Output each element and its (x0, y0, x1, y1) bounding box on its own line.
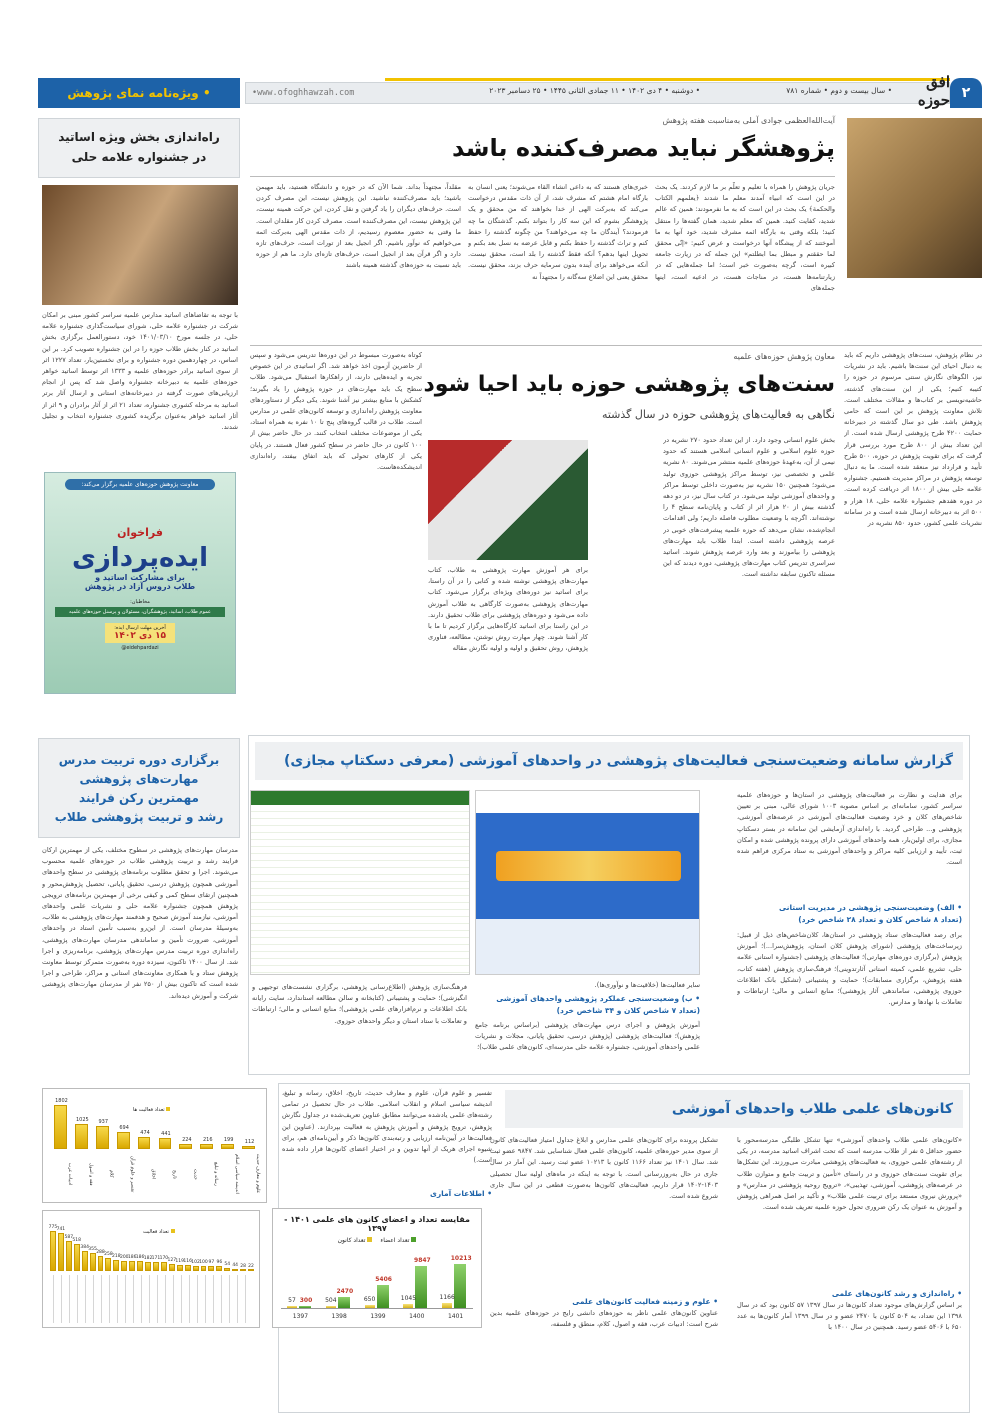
activity-count-bar (232, 1269, 238, 1271)
chart-plot-area: 57 300 504 2470 650 5406 1045 9847 1166 10213 (281, 1249, 473, 1309)
kanoon-bullet1: • راه‌اندازی و رشد کانون‌های علمی (831, 1289, 962, 1298)
sidebar-bottom-title-line: مهارت‌های پژوهشی (79, 772, 199, 786)
activity-count-bar (153, 1262, 159, 1271)
article2-photo (428, 440, 588, 560)
chart-x-axis: 1397 1398 1399 1400 1401 (292, 1313, 464, 1320)
chart3-x-labels (49, 1275, 253, 1323)
activity-count-bar (208, 1266, 214, 1271)
activity-bar (179, 1144, 192, 1149)
report-col3-body: فرهنگ‌سازی پژوهش (اطلاع‌رسانی پژوهشی، برگزاری نشست‌های توجیهی و انگیزشی)؛ حمایت و پشتیبانی (کتابخانه و سالن مطالعه استاندارد، سایت رایانه بانک اطلاعات و نرم‌افزارهای علمی پژوهشی)؛ منابع انسانی و مالی؛ ارتباطات و تعاملات با ستاد استان و دیگر واحدهای حوزوی. (252, 983, 467, 1025)
activity-count-bar (105, 1258, 111, 1271)
activity-count-bar (185, 1265, 191, 1271)
article2-title: سنت‌های پژوهشی حوزه باید احیا شود (423, 372, 835, 397)
article1-title: پژوهشگر نباید مصرف‌کننده باشد (452, 134, 835, 162)
kanoon-title: کانون‌های علمی طلاب واحدهای آموزشی (671, 1101, 953, 1117)
activity-bar (96, 1126, 109, 1149)
article1-col2: خبری‌های هستند که به داعی انشاء القاء می‌شوند؛ یعنی انسان به بارگاه امام هشتم که مشرف شد، از آن ذات مقدس درخواست می‌کند که به‌برکت الهی از خدا بخواهند که من محقق و یک پژوهشگر بشوم که این سه کار را بتواند بکنم. گذشتگان ما چه فرمودند؟ آیندگان ما چه می‌خواهند؟ من چگونه گذشته را حفظ کنم و تراث گذشته را حفظ بکنم و قابل عرضه به نسل بعد بکنم و تحویل اینها بدهم؟ آنکه فقط گذشته را بلد است، محقق نیست. آنکه می‌خواهد برای آینده بدون سرمایه حرف بزند، محقق نیست. محقق یعنی این اضلاع سه‌گانه را مجتهداً نه (468, 183, 648, 281)
chart2-legend: تعداد فعالیت ها (133, 1107, 170, 1113)
article2-caption: برای هر آموزش مهارت پژوهشی به طلاب، کتاب مهارت‌های پژوهشی نوشته شده و کتابی را در آن راستا، برای اساتید نیز دوره‌های ویژه‌ای برگزار می‌شود. کتاب مهارت‌های پژوهشی به‌صورت کارگاهی به طلاب آموزش داده می‌شود و دوره‌های پژوهشی برای طلاب تحقیق دارند. در این راستا برای اساتید کارگاه‌هایی برگزار کردیم تا ما با کار آشنا شوند. چهار مهارت روش نوشتن، مطالعه، فناوری پژوهش، روش تحقیق و اولیه و اولیه نگارش مقاله (428, 566, 588, 653)
article1-col1: جریان پژوهش را همراه با تعلیم و تعلّم بر ما لازم کردند. یک بحث در این است که انبیاء آمدند معلم ما شدند ﴿یعلمهم الکتاب والحکمة﴾ یک بحث در این است که به ما نفرمودند: همین که عالم شدید، کفایت کنید. همین که معلم شدید، همان گفته‌ها را منتقل کنید؛ بلکه وقتی به بارگاه ائمه مشرف شدید، خود آنها به ما آموختند که از پیشگاه آنها درخواست و عرض کنیم: «إنّی محقق لما حققتم و مبطل بما ابطلتم» این جمله که در زیارت جامعه کبیره است، گرچه به‌صورت خبر است؛ اما جمله‌هایی که در زیارتنامه‌ها هست، در مناجات هست، در ادعیه است، اینها جمله‌های (655, 183, 835, 292)
activity-count-bar (90, 1253, 96, 1271)
poster-handle: @eidehpardazi (121, 645, 159, 651)
activity-count-bar (224, 1268, 230, 1271)
kanoon-bullet1-body: بر اساس گزارش‌های موجود تعداد کانون‌ها در سال ۱۳۹۷ ۵۷ کانون بود که در سال ۱۳۹۸ این تعداد، به ۵۰۴ کانون با ۲۴۷۰ عضو و در سال ۱۳۹۹ آمار کانون‌ها به عدد ۶۵۰ با ۵۴۰۶ عضو رسید. همچنین در سال ۱۴۰۰ با (737, 1301, 962, 1332)
article2-kicker: معاون پژوهش حوزه‌های علمیه (733, 352, 835, 361)
poster-deadline: ۱۵ دی ۱۴۰۲ (113, 631, 167, 641)
special-edition-banner: • ویژه‌نامه نمای پژوهش (38, 78, 240, 108)
article2-col-left: کوتاه به‌صورت مبسوط در این دوره‌ها تدریس می‌شود و سپس از حاضرین آزمون اخذ خواهد شد. اگر اساتیدی در این خصوص تجربه و ایده‌هایی دارند، از راهکارها استقبال می‌شود. طلاب سطح یک باید مهارت‌های در حوزه پژوهش را یاد بگیرند؛ کشکش با منابع بیشتر نیز آشنا شوند. یکی دیگر از دستاوردهای معاونت پژوهش راه‌اندازی و توسعه کانون‌های علمی در مدارس است. طلاب در قالب گروه‌های پنج تا ۱۰ نفره به همراه استاد، یکی از موضوعات مختلف انتخاب کنند. در حال حاضر بیش از ۱۰۰ کانون در حال حاضر در سطح کشور فعال هستند. در پایان یکی از کارهای تحولی که باید اتفاق بیفتد، راه‌اندازی اندیشکده‌هاست. (250, 351, 422, 472)
article2-col-right: در نظام پژوهش، سنت‌های پژوهشی داریم که باید به دنبال احیای این سنت‌ها باشیم. باید در نشریات نیز، الگوهای نگارش سنتی مرسوم در حوزه را کتیبه کنیم؛ یکی از این سنت‌های گذشته، حاشیه‌نویسی بر کتاب‌ها و مقالات مختلف است. تلاش معاونت پژوهش بر این است که حامی پژوهش باشد. طی دو سال گذشته در دبیرخانه حمایت ۴۲۰۰ طرح پژوهشی ارسال شده است. از این تعداد بیش از ۸۰۰ طرح مورد بررسی قرار گرفت که برای تقویت پژوهش در حوزه، ۵۰۰ طرح تأیید و قرارداد نیز منعقد شده است. ما به دنبال توسعه پژوهش در مراکز مدیریت هستیم. جشنواره علامه حلی بیش از ۱۸۰۰ اثر دریافت کرده است. در دوره هفدهم جشنواره علامه حلی، ۱۸ هزار و ۵۰۰ اثر به دبیرخانه ارسال شده است و در سامانه نشریات علمی کشور، حدود ۸۵۰ نشریه در (844, 351, 982, 528)
table-header (251, 791, 469, 805)
poster-sub1: برای مشارکت اساتید و (95, 573, 185, 582)
article1-photo (847, 118, 982, 278)
kanoon-bullet3: • اطلاعات آماری (429, 1189, 492, 1198)
activity-bar (117, 1132, 130, 1149)
report-table-screenshot (250, 790, 470, 975)
activity-count-bar (169, 1264, 175, 1271)
sidebar-bottom-title-box (38, 738, 240, 838)
divider (250, 345, 982, 346)
date-info: • دوشنبه • ۴ دی ۱۴۰۲ • ۱۱ جمادی الثانی ۱۴۴۵ • ۲۵ دسامبر ۲۰۲۳ (489, 86, 700, 95)
chart3-plot-area: 775 741 587 518 384 355 288 258 218 200 186 186 182 171 170 127 119 116 102 100 97 96 54 44 28 22 (49, 1217, 253, 1271)
report-section-b-sub: (تعداد ۷ شاخص کلان و ۳۴ شاخص خرد) (556, 1006, 700, 1015)
activity-bar (54, 1105, 67, 1149)
kanoon-count-bar (442, 1303, 452, 1308)
kanoon-count-bar (326, 1306, 336, 1308)
poster-audience-label: مخاطبان: (130, 599, 150, 605)
poster-sub2: طلاب دروس آزاد در پژوهش (84, 582, 196, 591)
header-accent-strip (385, 78, 950, 81)
poster-audience: عموم طلاب، اساتید، پژوهشگران، مسئولان و پرسنل حوزه‌های علمیه (55, 607, 225, 617)
chart-title: مقایسه تعداد و اعضای کانون های علمی ۱۴۰۱ - ۱۳۹۷ (284, 1215, 470, 1233)
activity-count-bar (121, 1261, 127, 1271)
report-section-a-sub: (تعداد ۸ شاخص کلان و تعداد ۲۸ شاخص خرد) (798, 915, 962, 924)
sidebar-bottom-title-line: برگزاری دوره تربیت مدرس (58, 753, 220, 767)
sidebar-bottom-title-line: مهمترین رکن فرایند (79, 791, 199, 805)
kanoon-col3: تفسیر و علوم قرآن، علوم و معارف حدیث، تاریخ، اخلاق، رسانه و تبلیغ، اندیشه سیاسی اسلام و انقلاب اسلامی. طلاب در حال تحصیل در تمامی رشته‌های علمی یادشده می‌توانند مطابق عناوین تعریف‌شده در جداول نگارش پژوهش، ترویج پژوهش و آموزش پژوهش به فعالیت بپردازند. (عناوین این فعالیت‌ها در آیین‌نامه ارزیابی و رتبه‌بندی کانون‌ها ذکر و آیین‌نامه‌ای هم، برای شیوه اجرای هریک از آنها تدوین و در اختیار اعضای کانون‌ها قرار داده شده است.) (282, 1089, 492, 1165)
chart3-legend: تعداد فعالیت (143, 1229, 175, 1235)
virtual-desktop-screenshot (475, 790, 700, 975)
desktop-banner (496, 851, 681, 881)
report-section-b-title: • ب) وضعیت‌سنجی عملکرد پژوهشی واحدهای آموزشی (496, 994, 700, 1003)
page-number: ۲ (950, 78, 982, 108)
report-section-a-title: • الف) وضعیت‌سنجی پژوهشی در مدیریت استانی (779, 903, 962, 912)
activity-count-bar (82, 1251, 88, 1271)
activity-count-bar (129, 1261, 135, 1271)
report-title: گزارش سامانه وضعیت‌سنجی فعالیت‌های پژوهشی در واحدهای آموزشی (معرفی دسکتاپ مجازی) (284, 753, 953, 769)
activity-bar (200, 1144, 213, 1149)
sidebar-bottom-body: مدرسان مهارت‌های پژوهشی در سطوح مختلف، یکی از مهمترین ارکان فرایند رشد و تربیت پژوهشی طلاب در حوزه‌های علمیه محسوب می‌شوند. اجرا و تحقق مطلوب برنامه‌های پژوهشی در سطح واحدهای آموزشی همچون پژوهش درسی، تحقیق پایانی، تحصیل پژوهش‌محور و همچنین ارتقای سطح کمی و کیفی برخی از مهمترین برنامه‌های ترویجی پژوهش همچون جشنواره علامه حلی و نشریات علمی واحدهای آموزشی، نیازمند آموزش صحیح و هدفمند مهارت‌های پژوهشی به طلاب، به‌وسیلهٔ مدرسان است. از این‌رو به‌سبب تأمین استاد در واحدهای آموزشی، ضرورت تأمین و ساماندهی مدرسان مهارت‌های پژوهشی، راه‌اندازی دوره تربیت مدرس مهارت‌های پژوهشی، برنامه‌ریزی و اجرا شد. از سال ۱۴۰۰ تاکنون، سیزده دوره به‌صورت متمرکز توسط معاونت پژوهش ستاد و با همکاری معاونت‌های استانی و مراکز، طراحی و اجرا شده است که تاکنون بیش از ۲۵۰ نفر از مدرسان مهارت‌های پژوهشی شرکت و آموزش دیده‌اند. (42, 846, 238, 1000)
kanoon-growth-chart (272, 1208, 482, 1328)
activity-count-bar (98, 1256, 104, 1271)
poster-call: فراخوان (117, 526, 163, 539)
sidebar-top-title-box (38, 118, 240, 178)
chart-legend (273, 1237, 481, 1244)
kanoon-bullet2: • علوم و زمینه فعالیت کانون‌های علمی (572, 1297, 718, 1306)
kanoon-count-bar (403, 1304, 413, 1309)
poster-main-title: ایده‌پردازی (71, 543, 209, 573)
member-count-bar (454, 1264, 466, 1308)
issue-info: • سال بیست و دوم • شماره ۷۸۱ (786, 86, 892, 95)
report-title-bar (255, 742, 963, 780)
activity-count-bar (248, 1269, 254, 1271)
website-link[interactable]: •www.ofoghhawzah.com (252, 88, 355, 98)
sidebar-top-photo (42, 185, 238, 305)
activity-bar (159, 1138, 172, 1149)
activity-count-bar (201, 1266, 207, 1271)
report-section-b-pre: سایر فعالیت‌ها (خلاقیت‌ها و نوآوری‌ها). (594, 981, 700, 989)
kanoon-count-bar (287, 1306, 297, 1308)
sidebar-top-title-line2: در جشنواره علامه حلی (71, 150, 207, 164)
activity-count-bar (50, 1231, 56, 1271)
activity-count-bar (145, 1262, 151, 1271)
activity-bar (221, 1144, 234, 1149)
sidebar-top-body: با توجه به تقاضاهای اساتید مدارس علمیه سراسر کشور مبنی بر امکان شرکت در جشنواره علامه حلی، شورای سیاست‌گذاری جشنواره علامه حلی، در جلسه مورخ ۱۴۰۱/۰۳/۱۰ خود، دستورالعمل برگزاری بخش اساتید در کنار بخش طلاب حوزه را در این جشنواره تصویب کرد. بر این اساس، در چهاردهمین دوره جشنواره و برای نخستین‌بار، تعداد ۱۲۲۷ اثر از سوی اساتید برادر حوزه‌های علمیه و ۱۳۳۳ اثر توسط اساتید خواهر حوزه‌های علمیه به دبیرخانه جشنواره واصل شد که پس از انجام ارزیابی‌های صورت گرفته در دبیرخانه‌های استانی و ارسال آثار برتر اساتید به مرحله کشوری جشنواره، تعداد ۲۱ اثر از آثار برادران و ۹ اثر از آثار اساتید خواهر به‌عنوان برگزیده کشوری جشنواره انتخاب و تجلیل شدند. (42, 311, 238, 432)
kanoon-count-bar (365, 1305, 375, 1308)
poster-deadline-label: آخرین مهلت ارسال ایده: (114, 625, 166, 631)
activity-count-chart (42, 1210, 260, 1328)
report-section-a-body: برای رصد فعالیت‌های ستاد پژوهشی در استان‌ها، کلان‌شاخص‌های ذیل از قبیل: زیرساخت‌های پژوهشی (شورای پژوهش کلان استان، پژوهش‌سرا...)؛ آموزش پژوهش (برگزاری دوره‌های مهارتی)؛ فعالیت‌های پژوهشی (جشنواره استانی علامه حلی، تشریع علمی، کمیته استانی آثار‌تدوینی)؛ فرهنگ‌سازی پژوهش (هفته کتاب، هفته پژوهش، برگزاری مسابقات)؛ حمایت و پشتیبانی (تشکیل بانک اطلاعات حوزوی پژوهشی، ساماندهی آثار پژوهشی)؛ منابع انسانی و مالی؛ ارتباطات و تعاملات با نهادها و مدارس. (737, 931, 962, 1007)
activity-count-bar (137, 1261, 143, 1271)
poster-deadline-box (105, 623, 175, 643)
kanoon-title-bar (505, 1090, 963, 1128)
sidebar-bottom-title-line: رشد و تربیت پژوهشی طلاب (54, 810, 224, 824)
activity-count-bar (66, 1241, 72, 1271)
kanoon-col2: تشکیل پرونده برای کانون‌های علمی مدارس و ابلاغ جداول امتیاز فعالیت‌های کانون از سوی مدیر حوزه‌های علمیه، کانون‌های علمی فعال شناسایی شد. ۹۸۴۷ عضو ثبت شد. سال ۱۴۰۱ نیز تعداد ۱۱۶۶ کانون با ۱۰۲۱۳ عضو ثبت رسید. این آمار در سال جاری در حال به‌روزرسانی است. با توجه به اینکه در ماه‌های اولیه سال تحصیلی ۱۴۰۳-۱۴۰۲ قرار داریم، فعالیت‌های کانون‌ها به‌صورت قطعی در این سال جاری شروع شده است. (490, 1136, 718, 1201)
legend-members: تعداد اعضاء (380, 1237, 416, 1244)
publication-logo: افق حوزه (917, 73, 950, 109)
sidebar-top-title-line1: راه‌اندازی بخش ویژه اساتید (58, 130, 220, 144)
chart2-x-axis: ادبیات عرب فقه و اصول کلام تفسیر و علوم قرآن اخلاق تاریخ حدیث رسانه و تبلیغ اندیشه سیاسی اسلام علوم و معارف حدیث (66, 1154, 260, 1194)
activity-count-bar (240, 1269, 246, 1271)
kanoon-bullet2-body: عناوین کانون‌های علمی ناظر به حوزه‌های دانشی رایج در حوزه‌های علمیه بدین شرح است: ادبیات عرب، فقه و اصول، کلام، منطق و فلسفه، (490, 1309, 718, 1329)
article2-col-mid: بخش علوم انسانی وجود دارد. از این تعداد حدود ۲۷۰ نشریه در حوزه علوم اسلامی و علوم انسانی اسلامی هستند که حدود نیمی از آن، به‌عهدهٔ حوزه‌های علمیه منتشر می‌شوند. ۸۰ نشریه علمی و تخصصی نیز، توسط مراکز پژوهشی حوزوی تولید می‌شود؛ همچنین ۱۵۰ نشریه نیز به‌صورت داخلی توسط مراکز و واحدهای آموزشی تولید می‌شود. در کتاب سال نیز، در دو دهه گذشته بیش از ۲۰ هزار اثر از کتاب و پایان‌نامه سطح ۴ را نوشته‌اند. اگرچه با وضعیت مطلوب فاصله داریم؛ ولی اقدامات انجام‌شده، نشان می‌دهد که حوزه علمیه پیشرفت‌های خوبی در عرصه پژوهشی داشته است. ابتدا طلاب باید مهارت‌های پژوهشی را بیاموزند و بعد وارد عرصه پژوهش شوند. اساتید سراسری تدریس کتاب مهارت‌های پژوهشی، دوره دیدند که این مسئله تاکنون سابقه نداشته است. (663, 436, 835, 579)
article1-col3: مقلداً، مجتهداً بداند. شما الآن که در حوزه و دانشگاه هستید، باید مهیمن باشید؛ باید مصرف‌کننده نباشید. این پژوهش نیست، این مصرف کردن است. حرف‌های دیگران را یاد گرفتن و نقل کردن، این حرکت همینه نیست، این پژوهش نیست، این مصرف‌کننده است. مصرف کردن کار مقلدان است. ما وقتی به حضور معصوم رسیدیم، از ذات مقدس الهی به‌برکت ائمه می‌خواهیم که نوآور باشیم. اگر انجیل بعد از تورات است، حرف‌های تازه دارد و اگر قرآن بعد از انجیل است، حرف‌های تازه‌ای دارد. ما هم از حوزه باید نسبت به حوزه‌های گذشته همینه باشند (256, 183, 461, 270)
activity-bar (75, 1124, 88, 1149)
article2-subtitle: نگاهی به فعالیت‌های پژوهشی حوزه در سال گذشته (601, 408, 835, 421)
divider (250, 176, 835, 177)
member-count-bar (415, 1266, 427, 1308)
ideation-call-poster[interactable] (44, 472, 236, 694)
activities-by-field-chart (42, 1088, 267, 1203)
report-intro: برای هدایت و نظارت بر فعالیت‌های پژوهشی در استان‌ها و حوزه‌های علمیه سراسر کشور، سامانه‌ای بر اساس مصوبه ۱۰۰۳ شورای عالی، مبنی بر تعیین شاخص‌های کلان و خرد وضعیت فعالیت‌های آموزشی در عرصه‌های آموزشی، پژوهشی و... طراحی گردید. با راه‌اندازی آزمایشی این سامانه در بستر دسکتاپ مجازی، برای اولین‌بار، همه واحدهای آموزشی دارای پرونده پژوهشی شده و امکان ثبت، تأیید و ارزیابی کلیه مراکز و واحدهای آموزشی به ستاد مرکزی فراهم شده است. (737, 791, 962, 867)
kanoon-col1: «کانون‌های علمی طلاب واحدهای آموزشی» تنها تشکل طلبگی مدرسه‌محور با حضور حداقل ۵ نفر از طلاب مدرسه است که تحت اشراف اساتید مدرسه، در یکی از رشته‌های علمی حوزوی، به فعالیت‌های پژوهشی مبادرت می‌ورزند. این تشکل‌ها برای تقویت سنت‌های حوزوی و در راستای «تأمین و تربیت جامع و متوازن طلاب در عرصه‌های پژوهشی، آموزشی، تهذیبی»، «ترویج روحیه پژوهشی در مدارس» و «پرورش نیروی مستعد برای تربیت علمی طلاب» و تأکید بر اصل همراهی پژوهش و آموزش به عنوان یک رکن ضروری تحول حوزه علمیه تعریف شده است. (737, 1136, 962, 1212)
activity-bar (242, 1146, 255, 1149)
poster-top-banner: معاونت پژوهش حوزه‌های علمیه برگزار می‌کند: (65, 479, 215, 490)
activity-bar (138, 1137, 151, 1149)
chart2-plot-area: 1802 1025 937 694 474 441 224 216 199 112 (51, 1097, 258, 1149)
activity-count-bar (177, 1265, 183, 1271)
activity-count-bar (161, 1262, 167, 1271)
article1-kicker: آیت‌الله‌العظمی جوادی آملی به‌مناسبت هفته پژوهش (662, 116, 835, 125)
legend-kanoons: تعداد کانون (338, 1237, 373, 1244)
activity-count-bar (193, 1266, 199, 1271)
activity-count-bar (113, 1260, 119, 1271)
member-count-bar (299, 1306, 311, 1308)
report-section-b-body: آموزش پژوهش و اجرای درس مهارت‌های پژوهشی (براساس برنامه جامع پژوهش)؛ فعالیت‌های پژوهشی (پژوهش درسی، تحقیق پایانی، مجلات و نشریات علمی واحدهای آموزشی، جشنواره علامه حلی مدرسه‌ای، کانون‌های علمی طلاب)؛ (475, 1021, 700, 1052)
